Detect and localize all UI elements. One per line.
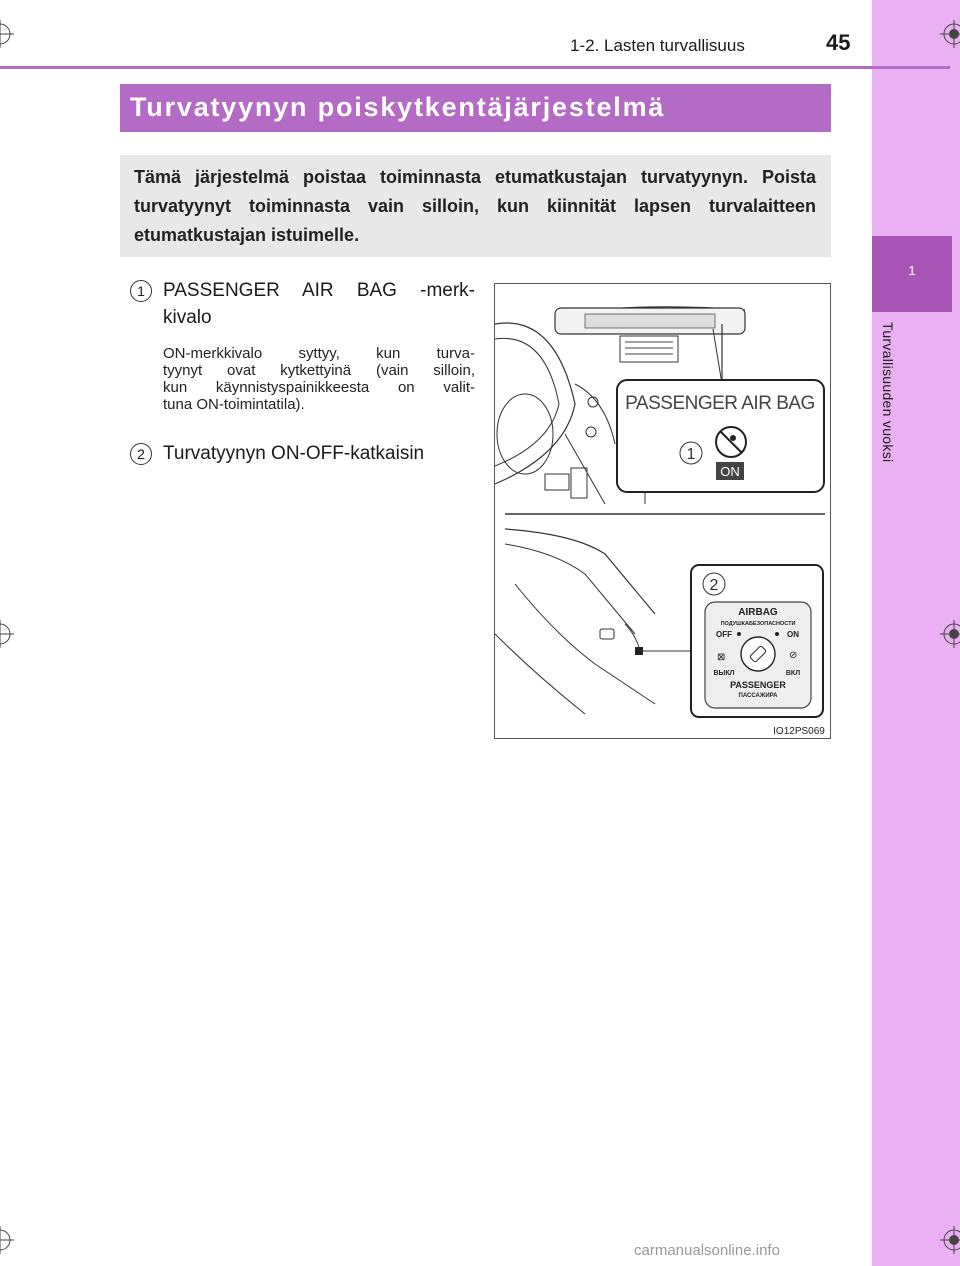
airbag-figure [494,283,831,739]
switch-label: ON [787,630,799,639]
item-description [163,345,475,413]
switch-label: ПАССАЖИРА [738,693,778,699]
item-desc-line: kun käynnistyspainikkeesta on valit- [163,379,475,396]
page-number: 45 [826,30,851,55]
crop-mark-icon [0,20,14,48]
callout-number: 1 [686,446,696,463]
switch-label: PASSENGER [730,680,786,690]
switch-label: ВКЛ [785,670,801,677]
item-title: Turvatyynyn ON-OFF-katkaisin [163,443,425,464]
item-title-line: PASSENGER AIR BAG -merk- [163,280,475,301]
switch-label: ПОДУШКАБЕЗОПАСНОСТИ [720,621,796,627]
callout-number: 2 [709,577,719,594]
switch-label: ВЫКЛ [713,670,735,677]
airbag-on-icon: ⊘ [789,650,798,661]
item-desc-line: tuna ON-toimintatila). [163,396,305,413]
item-number: 1 [130,280,152,302]
figure-code: IO12PS069 [773,726,825,737]
intro-box [120,155,831,257]
section-title: Turvatyynyn poiskytkentäjärjestelmä [130,92,666,122]
dashboard-illustration [495,284,831,739]
callout-status: ON [720,464,740,479]
section-title-bar [120,84,831,132]
watermark: carmanualsonline.info [634,1242,780,1259]
switch-label: AIRBAG [738,607,778,618]
crop-mark-icon [0,1226,14,1254]
item-desc-line: tyynyt ovat kytkettyinä (vain silloin, [163,362,475,379]
header-section: 1-2. Lasten turvallisuus [570,36,745,55]
crop-mark-icon [0,620,14,648]
callout-label: PASSENGER AIR BAG [625,393,815,414]
switch-label: OFF [716,630,732,639]
item-number: 2 [130,443,152,465]
item-desc-line: ON-merkkivalo syttyy, kun turva- [163,345,475,362]
crop-mark-icon [940,1226,960,1254]
header-rule [0,66,950,69]
intro-text: Tämä järjestelmä poistaa toiminnasta etumatkustajan turvatyynyn. Poista turvatyynyt toiminnasta vain silloin, kun kiinnität lapsen turvalaitteen etumatkustajan istuimelle. [134,167,816,245]
chapter-number: 1 [908,263,916,278]
item-title [163,277,475,331]
airbag-off-icon: ⊠ [717,652,726,663]
crop-mark-icon [940,20,960,48]
crop-mark-icon [940,620,960,648]
chapter-number-box [872,236,952,312]
item-title-line: kivalo [163,307,212,328]
chapter-title: Turvallisuuden vuoksi [880,322,896,463]
